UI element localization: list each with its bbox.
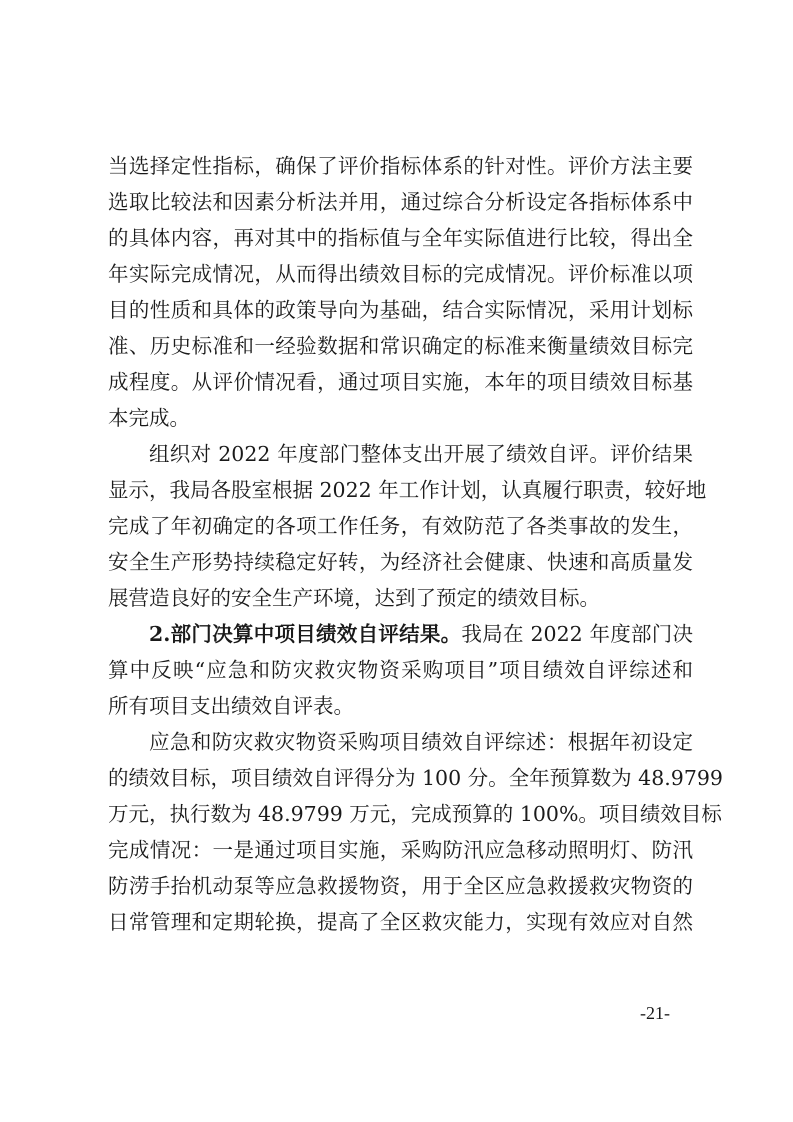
text-line: 当选择定性指标，确保了评价指标体系的针对性。评价方法主要 — [108, 154, 693, 178]
text-line: 应急和防灾救灾物资采购项目绩效自评综述：根据年初设定 — [149, 730, 693, 754]
text-line: 展营造良好的安全生产环境，达到了预定的绩效目标。 — [108, 586, 600, 610]
text-line: 完成情况：一是通过项目实施，采购防汛应急移动照明灯、防汛 — [108, 838, 693, 862]
text-line: 安全生产形势持续稳定好转，为经济社会健康、快速和高质量发 — [108, 550, 693, 574]
page-number: -21- — [640, 1003, 670, 1023]
text-line: 年实际完成情况，从而得出绩效目标的完成情况。评价标准以项 — [108, 262, 693, 286]
text-line: 的绩效目标，项目绩效自评得分为 100 分。全年预算数为 48.9799 — [108, 766, 723, 790]
text-line: 完成了年初确定的各项工作任务，有效防范了各类事故的发生， — [108, 514, 693, 538]
text-line: 日常管理和定期轮换，提高了全区救灾能力，实现有效应对自然 — [108, 910, 693, 934]
paragraph-4 — [108, 724, 723, 940]
text-line: 目的性质和具体的政策导向为基础，结合实际情况，采用计划标 — [108, 298, 693, 322]
text-line: 选取比较法和因素分析法并用，通过综合分析设定各指标体系中 — [108, 190, 693, 214]
text-line: 算中反映“应急和防灾救灾物资采购项目”项目绩效自评综述和 — [108, 658, 693, 682]
paragraph-3 — [108, 616, 693, 724]
text-line — [108, 616, 693, 652]
section-heading: 2.部门决算中项目绩效自评结果。 — [149, 622, 462, 646]
text-line: 组织对 2022 年度部门整体支出开展了绩效自评。评价结果 — [149, 442, 693, 466]
text-line: 所有项目支出绩效自评表。 — [108, 694, 354, 718]
text-line: 的具体内容，再对其中的指标值与全年实际值进行比较，得出全 — [108, 226, 693, 250]
document-body — [108, 148, 723, 940]
text-line: 本完成。 — [108, 406, 190, 430]
text-line: 防涝手抬机动泵等应急救援物资，用于全区应急救援救灾物资的 — [108, 874, 693, 898]
text-line: 准、历史标准和一经验数据和常识确定的标准来衡量绩效目标完 — [108, 334, 693, 358]
text-line: 万元，执行数为 48.9799 万元，完成预算的 100%。项目绩效目标 — [108, 802, 722, 826]
paragraph-1 — [108, 148, 693, 436]
paragraph-2 — [108, 436, 707, 616]
text-line: 显示，我局各股室根据 2022 年工作计划，认真履行职责，较好地 — [108, 478, 707, 502]
text-line: 成程度。从评价情况看，通过项目实施，本年的项目绩效目标基 — [108, 370, 693, 394]
text-run: 我局在 2022 年度部门决 — [461, 622, 694, 646]
